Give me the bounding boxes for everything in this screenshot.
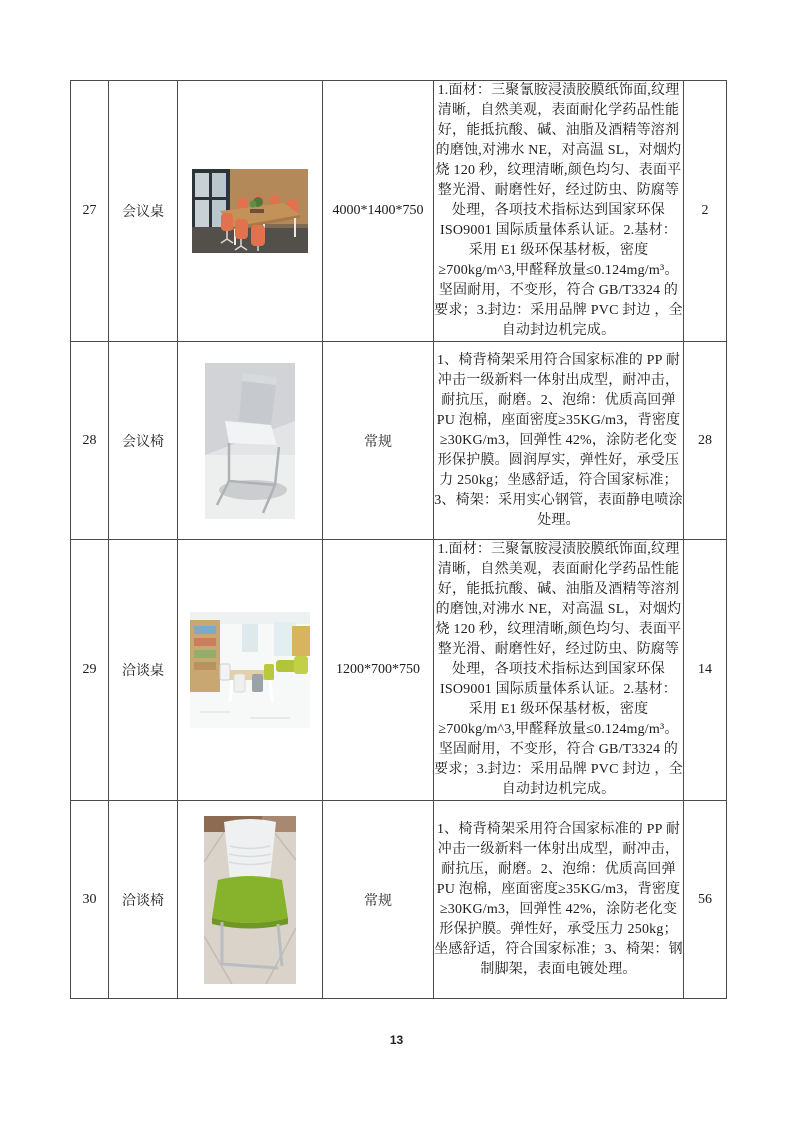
item-photo-cell (178, 342, 323, 540)
table-row (71, 342, 727, 540)
item-description-cell: 1.面材：三聚氰胺浸渍胶膜纸饰面,纹理清晰，自然美观，表面耐化学药品性能好，能抵抗酸、碱、油脂及酒精等溶剂的磨蚀,对沸水 NE，对高温 SL，对烟灼烧 120 秒，纹理清晰,颜色均匀、表面平整光滑、耐磨性好，经过防虫、防腐等处理，各项技术指标达到国家环保 ISO9001 国际质量体系认证。2.基材：采用 E1 级环保基材板，密度≥700kg/m^3,甲醛释放量≤0.124mg/m³。坚固耐用，不变形，符合 GB/T3324 的要求；3.封边：采用品牌 PVC 封边 ，全自动封边机完成。 (434, 540, 684, 801)
item-description-cell: 1.面材：三聚氰胺浸渍胶膜纸饰面,纹理清晰，自然美观，表面耐化学药品性能好，能抵抗酸、碱、油脂及酒精等溶剂的磨蚀,对沸水 NE，对高温 SL，对烟灼烧 120 秒，纹理清晰,颜色均匀、表面平整光滑、耐磨性好，经过防虫、防腐等处理，各项技术指标达到国家环保 ISO9001 国际质量体系认证。2.基材：采用 E1 级环保基材板，密度≥700kg/m^3,甲醛释放量≤0.124mg/m³。坚固耐用，不变形，符合 GB/T3324 的要求；3.封边：采用品牌 PVC 封边 ，全自动封边机完成。 (434, 81, 684, 342)
item-quantity-cell: 14 (684, 540, 727, 801)
item-size-cell: 常规 (323, 801, 434, 999)
item-photo-cell (178, 540, 323, 801)
row-number-cell: 28 (71, 342, 109, 540)
item-name-cell: 会议椅 (109, 342, 178, 540)
item-description-cell: 1、椅背椅架采用符合国家标准的 PP 耐冲击一级新料一体射出成型，耐冲击，耐抗压，耐磨。2、泡绵：优质高回弹 PU 泡棉，座面密度≥35KG/m3，背密度≥30KG/m3，回弹性 42%，涂防老化变形保护膜。弹性好，承受压力 250kg；坐感舒适，符合国家标准；3、椅架：钢制脚架，表面电镀处理。 (434, 801, 684, 999)
table-row (71, 540, 727, 801)
item-size-cell: 常规 (323, 342, 434, 540)
page-number: 13 (389, 1033, 404, 1047)
item-name-cell: 会议桌 (109, 81, 178, 342)
table-row (71, 801, 727, 999)
item-description-cell: 1、椅背椅架采用符合国家标准的 PP 耐冲击一级新料一体射出成型，耐冲击，耐抗压，耐磨。2、泡绵：优质高回弹 PU 泡棉，座面密度≥35KG/m3，背密度≥30KG/m3，回弹性 42%，涂防老化变形保护膜。圆润厚实，弹性好，承受压力 250kg；坐感舒适，符合国家标准；3、椅架：采用实心钢管，表面静电喷涂处理。 (434, 342, 684, 540)
item-photo-cell (178, 801, 323, 999)
furniture-spec-table (70, 80, 727, 999)
item-name-cell: 洽谈桌 (109, 540, 178, 801)
item-size-cell: 4000*1400*750 (323, 81, 434, 342)
item-size-cell: 1200*700*750 (323, 540, 434, 801)
item-quantity-cell: 56 (684, 801, 727, 999)
item-photo-cell (178, 81, 323, 342)
row-number-cell: 27 (71, 81, 109, 342)
item-quantity-cell: 2 (684, 81, 727, 342)
item-quantity-cell: 28 (684, 342, 727, 540)
row-number-cell: 30 (71, 801, 109, 999)
row-number-cell: 29 (71, 540, 109, 801)
reading-room-table-photo (190, 612, 310, 728)
green-seat-chair-photo (204, 816, 296, 984)
conference-table-room-photo (192, 169, 308, 253)
item-name-cell: 洽谈椅 (109, 801, 178, 999)
table-row (71, 81, 727, 342)
white-stacking-chair-photo (205, 363, 295, 519)
